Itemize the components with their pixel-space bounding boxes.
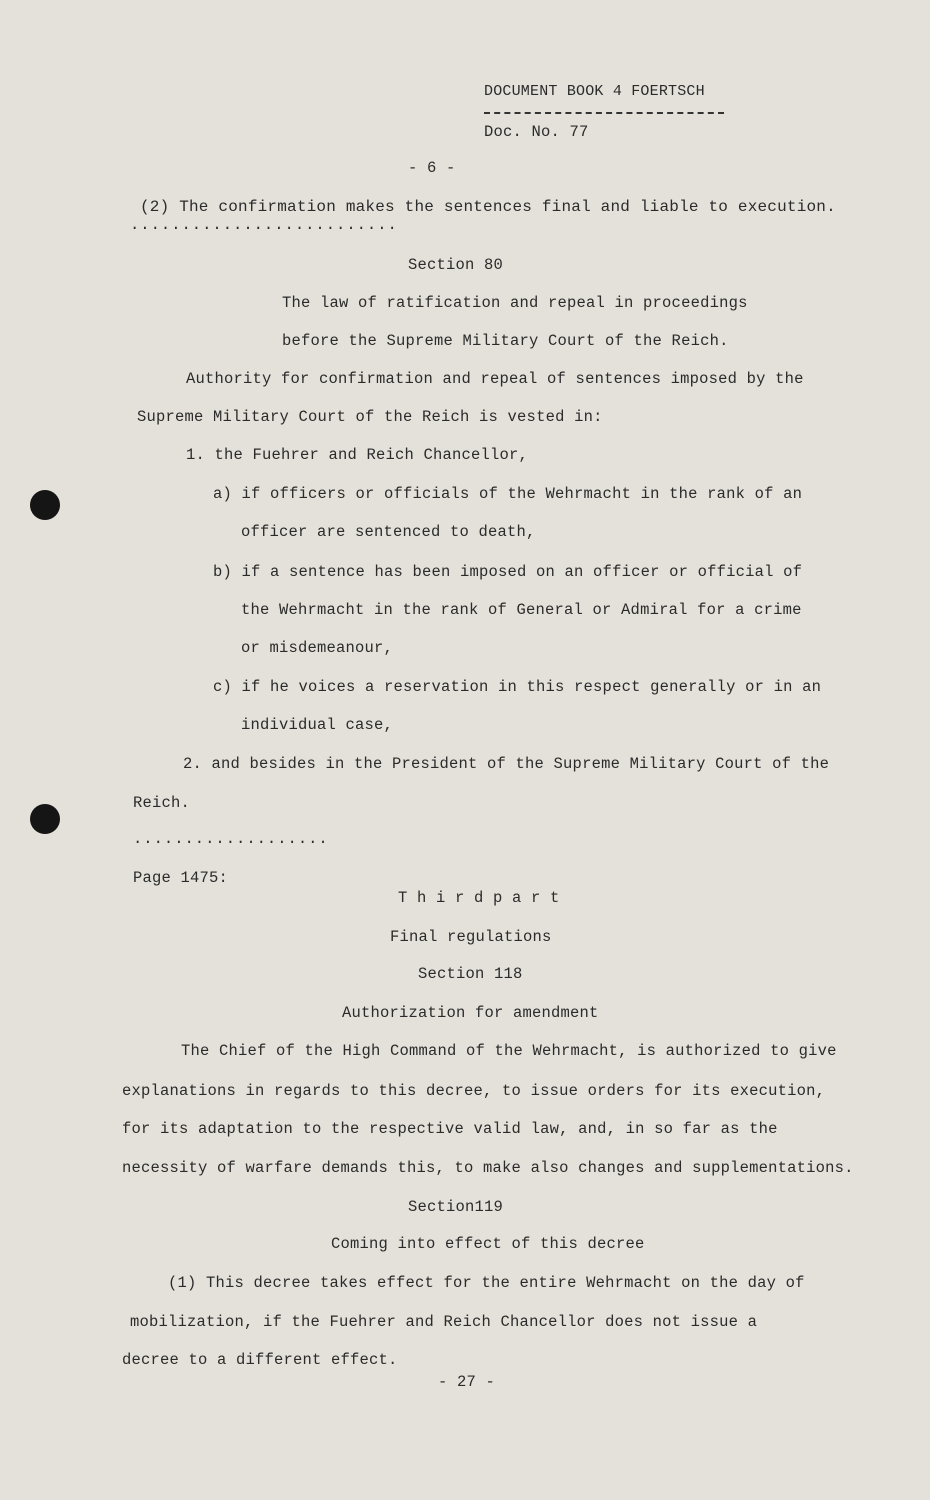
- section-118-heading: Section 118: [418, 965, 523, 983]
- list-item-b-line-1: b) if a sentence has been imposed on an officer or official of: [213, 563, 803, 581]
- punch-hole-bottom: [30, 804, 60, 834]
- list-item-2-line-1: 2. and besides in the President of the Supreme Military Court of the: [183, 755, 830, 773]
- page-number-top: - 6 -: [408, 159, 456, 177]
- list-item-1: 1. the Fuehrer and Reich Chancellor,: [186, 446, 529, 464]
- confirmation-line: (2) The confirmation makes the sentences final and liable to execution.: [140, 198, 836, 216]
- document-book-label: DOCUMENT BOOK 4 FOERTSCH: [484, 83, 705, 100]
- authority-line-2: Supreme Military Court of the Reich is vested in:: [137, 408, 603, 426]
- list-item-a-line-1: a) if officers or officials of the Wehrmacht in the rank of an: [213, 485, 803, 503]
- document-number: Doc. No. 77: [484, 123, 589, 141]
- coming-into-effect-heading: Coming into effect of this decree: [331, 1235, 645, 1253]
- list-item-b-line-3: or misdemeanour,: [241, 639, 394, 657]
- section-118-line-4: necessity of warfare demands this, to make also changes and supplementations.: [122, 1159, 854, 1177]
- list-item-b-line-2: the Wehrmacht in the rank of General or Admiral for a crime: [241, 601, 802, 619]
- third-part-heading: T h i r d p a r t: [398, 889, 560, 907]
- authorization-heading: Authorization for amendment: [342, 1004, 599, 1022]
- section-80-heading: Section 80: [408, 256, 504, 274]
- list-item-a-line-2: officer are sentenced to death,: [241, 523, 536, 541]
- section-118-line-1: The Chief of the High Command of the Wehrmacht, is authorized to give: [181, 1042, 837, 1060]
- page-reference: Page 1475:: [133, 869, 229, 887]
- section-80-title-line-1: The law of ratification and repeal in proceedings: [282, 294, 748, 312]
- section-119-line-3: decree to a different effect.: [122, 1351, 398, 1369]
- header-underline: [484, 112, 724, 114]
- section-80-title-line-2: before the Supreme Military Court of the Reich.: [282, 332, 729, 350]
- section-118-line-2: explanations in regards to this decree, to issue orders for its execution,: [122, 1082, 826, 1100]
- list-item-2-line-2: Reich.: [133, 794, 191, 812]
- ellipsis-separator-2: ...................: [133, 830, 329, 848]
- authority-line-1: Authority for confirmation and repeal of sentences imposed by the: [186, 370, 804, 388]
- list-item-c-line-2: individual case,: [241, 716, 394, 734]
- section-119-line-2: mobilization, if the Fuehrer and Reich Chancellor does not issue a: [130, 1313, 758, 1331]
- section-119-line-1: (1) This decree takes effect for the entire Wehrmacht on the day of: [168, 1274, 805, 1292]
- section-119-heading: Section119: [408, 1198, 504, 1216]
- ellipsis-separator-1: ..........................: [130, 216, 398, 234]
- punch-hole-top: [30, 490, 60, 520]
- page-number-bottom: - 27 -: [438, 1373, 496, 1391]
- final-regulations-heading: Final regulations: [390, 928, 552, 946]
- section-118-line-3: for its adaptation to the respective valid law, and, in so far as the: [122, 1120, 778, 1138]
- list-item-c-line-1: c) if he voices a reservation in this respect generally or in an: [213, 678, 822, 696]
